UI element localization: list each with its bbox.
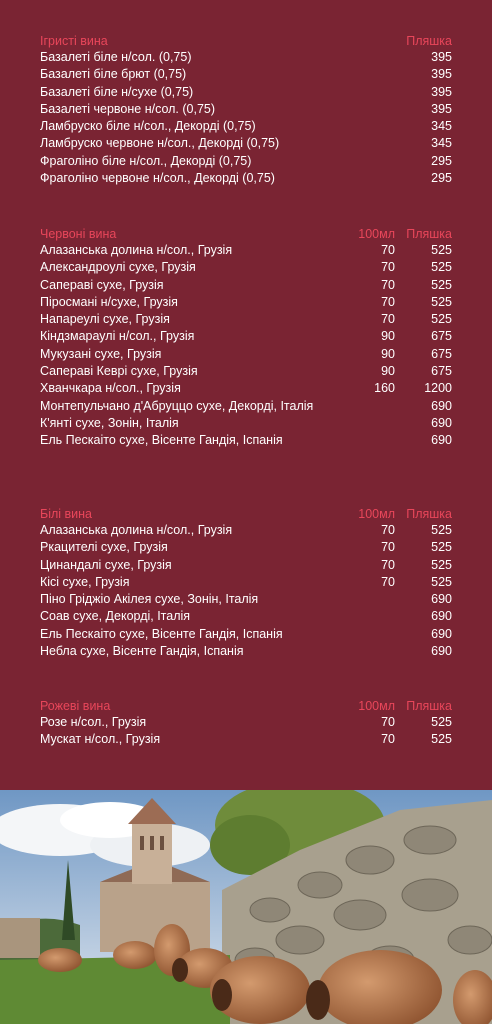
- menu-item-row: [40, 416, 452, 433]
- item-name: Монтепульчано д'Абруццо сухе, Декорді, Італія: [40, 398, 314, 413]
- item-name: Ель Пескаіто сухе, Вісенте Гандія, Іспанія: [40, 433, 283, 448]
- item-price-bottle: 395: [431, 67, 452, 82]
- item-name: Мукузані сухе, Грузія: [40, 346, 162, 361]
- item-price-100ml: 70: [381, 557, 395, 572]
- item-name: Фраголіно червоне н/сол., Декорді (0,75): [40, 171, 275, 186]
- section-header: [40, 699, 452, 715]
- item-price-100ml: 70: [381, 294, 395, 309]
- item-price-bottle: 525: [431, 312, 452, 327]
- item-price-bottle: 690: [431, 415, 452, 430]
- menu-item-row: [40, 381, 452, 398]
- item-name: Ркацителі сухе, Грузія: [40, 540, 168, 555]
- item-price-100ml: 90: [381, 346, 395, 361]
- item-name: Сапераві сухе, Грузія: [40, 277, 164, 292]
- section-title: Ігристі вина: [40, 34, 108, 48]
- item-price-bottle: 690: [431, 433, 452, 448]
- item-price-bottle: 525: [431, 557, 452, 572]
- menu-item-row: [40, 575, 452, 592]
- column-header-100ml: 100мл: [358, 507, 395, 521]
- menu-item-row: [40, 732, 452, 749]
- menu-item-row: [40, 364, 452, 381]
- item-name: Небла сухе, Вісенте Гандія, Іспанія: [40, 644, 244, 659]
- menu-item-row: [40, 67, 452, 84]
- section-header: [40, 34, 452, 50]
- item-name: Соав сухе, Декорді, Італія: [40, 609, 191, 624]
- item-price-100ml: 90: [381, 329, 395, 344]
- item-price-bottle: 525: [431, 243, 452, 257]
- menu-item-row: [40, 609, 452, 626]
- menu-item-row: [40, 260, 452, 277]
- section-red-wines: [40, 227, 452, 451]
- item-price-100ml: 70: [381, 732, 395, 747]
- section-title: Рожеві вина: [40, 699, 111, 713]
- item-name: Піросмані н/сухе, Грузія: [40, 294, 178, 309]
- section-sparkling-wines: [40, 34, 452, 188]
- menu-item-row: [40, 592, 452, 609]
- menu-item-row: [40, 278, 452, 295]
- item-name: Александроулі сухе, Грузія: [40, 260, 196, 275]
- item-name: Базалеті біле н/сол. (0,75): [40, 50, 192, 64]
- menu-item-row: [40, 627, 452, 644]
- item-price-100ml: 160: [374, 381, 395, 396]
- menu-item-row: [40, 295, 452, 312]
- item-price-bottle: 295: [431, 153, 452, 168]
- item-price-bottle: 525: [431, 732, 452, 747]
- item-name: Розе н/сол., Грузія: [40, 715, 147, 729]
- menu-item-row: [40, 715, 452, 732]
- item-name: Хванчкара н/сол., Грузія: [40, 381, 181, 396]
- item-price-bottle: 525: [431, 277, 452, 292]
- menu-item-row: [40, 171, 452, 188]
- menu-item-row: [40, 523, 452, 540]
- item-list: [40, 50, 452, 188]
- item-price-bottle: 1200: [424, 381, 452, 396]
- item-name: Алазанська долина н/сол., Грузія: [40, 243, 233, 257]
- item-name: Базалеті біле брют (0,75): [40, 67, 187, 82]
- item-name: Ламбруско біле н/сол., Декорді (0,75): [40, 119, 256, 134]
- item-price-100ml: 70: [381, 312, 395, 327]
- item-name: Ламбруско червоне н/сол., Декорді (0,75): [40, 136, 280, 151]
- item-price-bottle: 675: [431, 329, 452, 344]
- menu-item-row: [40, 85, 452, 102]
- item-name: Напареулі сухе, Грузія: [40, 312, 170, 327]
- menu-item-row: [40, 558, 452, 575]
- item-name: Кіндзмараулі н/сол., Грузія: [40, 329, 195, 344]
- item-price-bottle: 395: [431, 50, 452, 64]
- item-name: Кісі сухе, Грузія: [40, 574, 130, 589]
- item-list: [40, 243, 452, 451]
- item-name: Базалеті біле н/сухе (0,75): [40, 84, 194, 99]
- item-name: Піно Гріджіо Акілея сухе, Зонін, Італія: [40, 592, 259, 607]
- column-header-100ml: 100мл: [358, 699, 395, 713]
- item-price-bottle: 345: [431, 136, 452, 151]
- item-price-100ml: 70: [381, 540, 395, 555]
- menu-item-row: [40, 119, 452, 136]
- item-name: Цинандалі сухе, Грузія: [40, 557, 172, 572]
- item-name: Фраголіно біле н/сол., Декорді (0,75): [40, 153, 252, 168]
- item-name: Мускат н/сол., Грузія: [40, 732, 161, 747]
- item-list: [40, 523, 452, 661]
- item-name: Алазанська долина н/сол., Грузія: [40, 523, 233, 537]
- column-header-bottle: Пляшка: [406, 699, 452, 713]
- item-price-bottle: 675: [431, 364, 452, 379]
- menu-item-row: [40, 540, 452, 557]
- item-price-bottle: 690: [431, 592, 452, 607]
- georgian-monastery-qvevri-photo: [0, 790, 492, 1024]
- item-price-bottle: 345: [431, 119, 452, 134]
- item-name: К'янті сухе, Зонін, Італія: [40, 415, 179, 430]
- column-header-100ml: 100мл: [358, 227, 395, 241]
- menu-item-row: [40, 433, 452, 450]
- item-price-bottle: 525: [431, 574, 452, 589]
- section-header: [40, 507, 452, 523]
- item-name: Сапераві Кеврі сухе, Грузія: [40, 364, 198, 379]
- item-price-bottle: 525: [431, 715, 452, 729]
- menu-item-row: [40, 329, 452, 346]
- item-price-bottle: 690: [431, 609, 452, 624]
- column-header-bottle: Пляшка: [406, 34, 452, 48]
- column-header-bottle: Пляшка: [406, 227, 452, 241]
- item-price-bottle: 690: [431, 626, 452, 641]
- item-price-bottle: 395: [431, 84, 452, 99]
- menu-item-row: [40, 243, 452, 260]
- section-header: [40, 227, 452, 243]
- item-name: Базалеті червоне н/сол. (0,75): [40, 101, 216, 116]
- item-price-bottle: 395: [431, 101, 452, 116]
- column-header-bottle: Пляшка: [406, 507, 452, 521]
- menu-item-row: [40, 102, 452, 119]
- menu-item-row: [40, 644, 452, 661]
- item-price-bottle: 690: [431, 398, 452, 413]
- item-price-100ml: 70: [381, 574, 395, 589]
- section-title: Білі вина: [40, 507, 93, 521]
- item-price-100ml: 70: [381, 523, 395, 537]
- item-price-100ml: 70: [381, 243, 395, 257]
- section-white-wines: [40, 507, 452, 661]
- item-price-bottle: 690: [431, 644, 452, 659]
- item-list: [40, 715, 452, 750]
- item-name: Ель Пескаіто сухе, Вісенте Гандія, Іспанія: [40, 626, 283, 641]
- menu-item-row: [40, 399, 452, 416]
- item-price-bottle: 525: [431, 523, 452, 537]
- item-price-bottle: 675: [431, 346, 452, 361]
- menu-item-row: [40, 154, 452, 171]
- menu-item-row: [40, 50, 452, 67]
- section-title: Червоні вина: [40, 227, 117, 241]
- item-price-100ml: 70: [381, 715, 395, 729]
- section-rose-wines: [40, 699, 452, 750]
- menu-item-row: [40, 136, 452, 153]
- menu-item-row: [40, 312, 452, 329]
- item-price-100ml: 70: [381, 260, 395, 275]
- item-price-bottle: 525: [431, 540, 452, 555]
- item-price-100ml: 70: [381, 277, 395, 292]
- item-price-bottle: 525: [431, 294, 452, 309]
- item-price-bottle: 295: [431, 171, 452, 186]
- item-price-bottle: 525: [431, 260, 452, 275]
- item-price-100ml: 90: [381, 364, 395, 379]
- menu-item-row: [40, 347, 452, 364]
